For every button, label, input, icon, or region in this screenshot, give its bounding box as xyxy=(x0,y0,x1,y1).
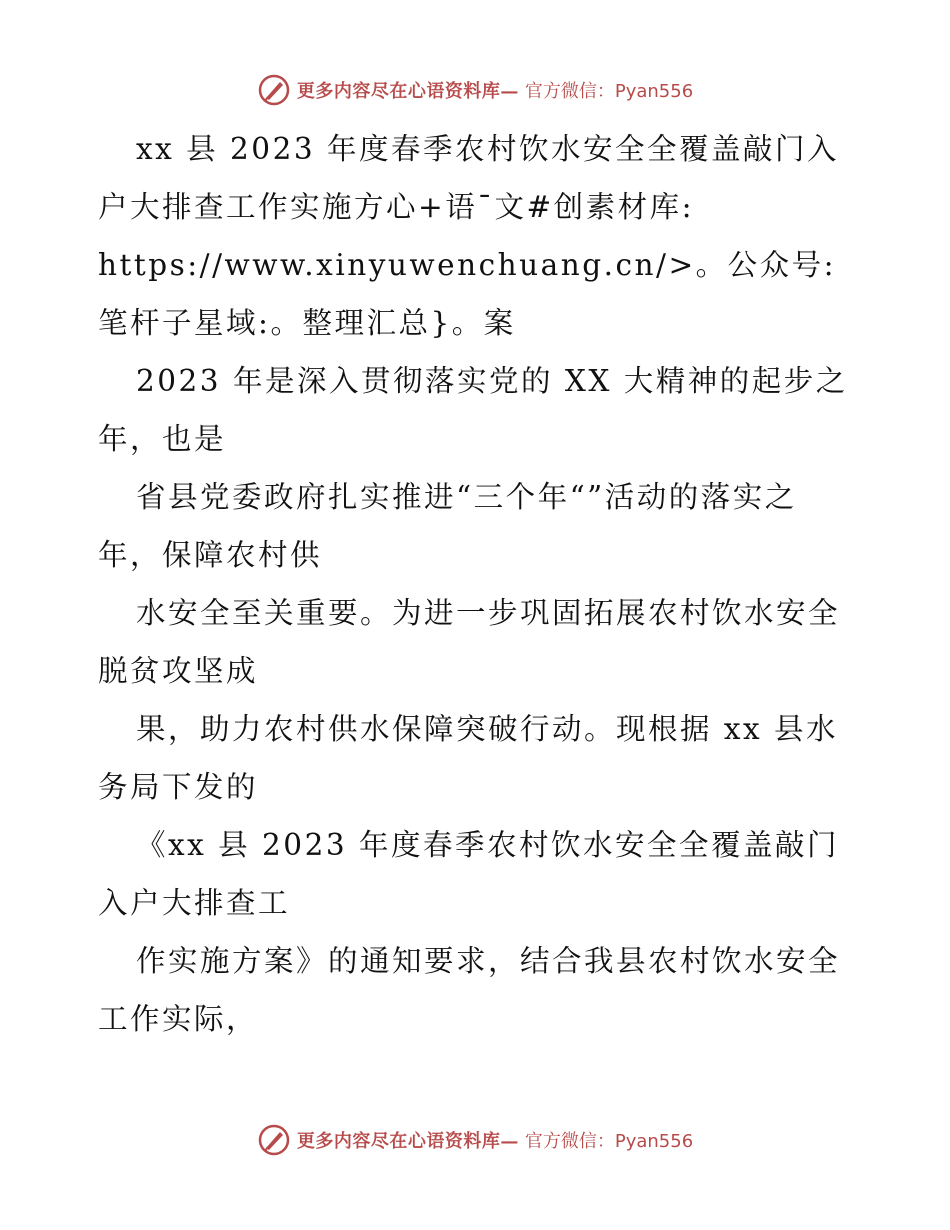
paragraph: 果，助力农村供水保障突破行动。现根据 xx 县水务局下发的 xyxy=(98,712,839,804)
document-body xyxy=(98,120,850,1048)
banner-text: 更多内容尽在心语资料库— xyxy=(296,1131,519,1152)
footer-watermark-banner xyxy=(0,1120,950,1160)
paragraph: 《xx 县 2023 年度春季农村饮水安全全覆盖敲门入户大排查工 xyxy=(98,828,839,920)
paragraph: 水安全至关重要。为进一步巩固拓展农村饮水安全脱贫攻坚成 xyxy=(98,596,841,688)
paragraph: 2023 年是深入贯彻落实党的 XX 大精神的起步之年，也是 xyxy=(98,364,848,456)
quill-logo-icon xyxy=(257,1123,291,1157)
paragraph: 作实施方案》的通知要求，结合我县农村饮水安全工作实际， xyxy=(98,944,841,1036)
paragraph: 省县党委政府扎实推进“三个年“”活动的落实之年，保障农村供 xyxy=(98,480,797,572)
paragraph-title: xx 县 2023 年度春季农村饮水安全全覆盖敲门入户大排查工作实施方心+语¯文#创素材库: https://www.xinyuwenchuang.cn/>。公众号: 笔杆子星域:。整理汇总}。案 xyxy=(98,132,839,340)
banner-contact: 官方微信：Pyan556 xyxy=(524,81,694,102)
quill-logo-icon xyxy=(257,73,291,107)
banner-contact: 官方微信：Pyan556 xyxy=(524,1131,694,1152)
header-watermark-banner xyxy=(0,70,950,110)
banner-text: 更多内容尽在心语资料库— xyxy=(296,81,519,102)
